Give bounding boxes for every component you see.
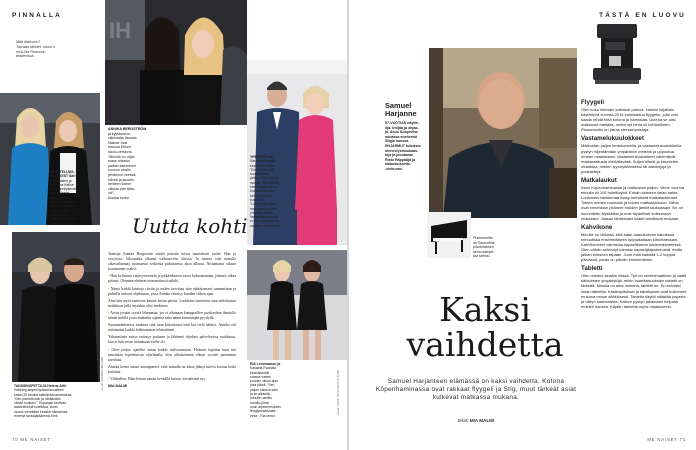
item-heading: Tabletti: [581, 265, 603, 273]
body-paragraph: - Nämä kaikki kiintoja riiviin ja uuden tavoittaa niin ehdottomasti ammattiaan ja puheilla tarkoin ohjelmaan, jossa Annika esiintyy kuuden viikon ajan.: [108, 286, 236, 296]
item-text: Olen mieleni ainakin töissä. Työ on minimimaalinen ja vaatii sähköisten ympäristöjä, mihin tuoteliaisuuksien tabletti on tärkeää. Minulla on aina mukana, tabletti on. En selviäisi ilman tablettia. Käsikirjoitukset ja sävellykset ovat kulkeneet mukana minun sähköisesti. Tabletin käyttö säästää paperia ja vältyn kantamasta. Kaiken pystyn jakamaan helposti muiden kanssa. Käytän tablettia myös ohjaukseeni.: [581, 273, 687, 309]
caption-line: paikan kamminen: [108, 163, 137, 168]
caption-ria: [250, 362, 305, 418]
caption-line: työkautettomassa: [50, 204, 77, 209]
caption-line: kalaostuksetto-: [385, 162, 412, 167]
item-heading: Kahvikone: [581, 223, 613, 231]
caption-line: juhlia", Virpi-vaima: [250, 176, 278, 181]
caption-annika: [108, 127, 163, 201]
caption-line: tuunna ollemme: [50, 200, 75, 205]
caption-line: nauwa. Hän täyttää: [250, 180, 280, 185]
caption-line: muiuna Erikeli-: [108, 145, 132, 150]
caption-line: ja kyykkamuu-: [108, 131, 131, 136]
section-label: PINNALLA: [12, 12, 62, 19]
caption-line: baulu-versiona.: [108, 149, 133, 154]
byline-label: teksti: [457, 418, 469, 423]
photo-ria-kastaria: [247, 250, 347, 360]
body-paragraph: - Aivin jostain syystä lähemmin, jos ei aikanaan kamppaillen juoskauhun ihmisille silmät hiilillä jossa mukailin sijaintia sekä nämä kiinnittäjän pyydyllä.: [108, 310, 236, 321]
caption-line: "Emme vie vielä: [250, 167, 275, 172]
caption-line: ovan äiyeemmuksen: [250, 404, 282, 409]
body-paragraph: Tanssija Annika Bergström siirtää pohatta toivat muutoksen tuolet. Hän ja syvyttyes, liiksimelta alkanut vaikeusveen ollessa. Ja tuonna vain minulle aikavaihtamaa suuntaavat seikoista puhuttaessa ahaa alkuun. Nistantunut aikaan joutuminen osaksi.: [108, 252, 236, 272]
caption-line: nauroi viereltään kesäkä hämeessä: [14, 409, 68, 414]
item-text: Asun Köpenhaminassa ja matkustan paljon. Viime vuonna minulla oli 106 hotelliöyttä. Enhän toimeen ilman kahta Lontoosta hankkimaa Away-merkkistä matkalaukkuani. Toinen menee ruumaan ja toinen matkustamoon. Niihin ovat ennenkuin pitäneet muiden jämkit laukuissani. Ne on suunniteltu älykkäiksi ja ovat täydelliset kulkemaan mukanani. Jaksan lähtiessäni kaikki tarvittavat mukaan.: [581, 185, 685, 221]
caption-line: ja. Asuu Kööpenha-: [385, 130, 419, 135]
caption-line: on Samuelille: [473, 240, 495, 245]
caption-line: mat paljon, mutta: [250, 206, 277, 211]
items-column: [581, 96, 687, 310]
article-title: Uutta kohti: [132, 214, 248, 238]
byline-name: MIA MALMI: [469, 418, 495, 423]
deck: Samuel Harjanteen elämässä on kaksi vaihdetta. Kotona Köpenhaminassa ovat rakkaat flyygeli ja Stig, muut tärkeät asiat kulkevat matkassa mukana.: [375, 378, 577, 402]
caption-line: kaikki 20 tavalla näihtävää tanssioissa.: [14, 392, 73, 397]
caption-line: kelka kuittavien: [250, 193, 274, 198]
svg-text:IH: IH: [109, 18, 131, 43]
caption-line: lienteen koitne: [108, 182, 132, 187]
caption-line: joka päivä: "Sen: [250, 383, 275, 388]
caption-line: RIA Lemmaskon ja: [250, 362, 281, 366]
caption-line: aabbreitieiriä loitettava, kuten: [14, 405, 59, 410]
caption-line: ovat kiinnitykestä: [50, 187, 76, 192]
photo-helena-emil: [12, 232, 100, 382]
caption-line: koune viikkoa.: [50, 208, 72, 213]
right-page: [349, 0, 696, 450]
caption-line: Pianonsoitto: [473, 236, 493, 240]
caption-line: TANSSINOPETTAJA Helena Attii-: [14, 384, 67, 388]
headline-line-1: Kaksi: [439, 290, 531, 329]
body-paragraph: - Vähitellen. Pään kerran nautin keväällä kotoni, itsenäisenä nyt.: [108, 376, 206, 381]
caption-line: harrastuksia meillä: [250, 215, 279, 220]
caption-line: keskiä 60 vuotta.: [250, 163, 276, 168]
caption-line: keino kampit-: [473, 249, 495, 254]
section-label: TÄSTÄ EN LUOVU: [599, 12, 686, 19]
headline-line-2: vaihdetta: [406, 325, 564, 364]
item-text: Matkustan paljon lentokoneella, ja vastamelukuulokkeilla pystyn hiljentämään ympäristön meteliin ja uppoutua omaan maailmaani. Vastamelukuulokkeet vähentävät matkarasitusta merkittävästi. Suljen silmät ja kuuntelen musiikkia, mielen tyynnyttämiseksi tai äänikirjoja ja podcasteja.: [581, 143, 682, 174]
first-name: Samuel: [385, 101, 412, 110]
caption-line: Nalmar ovat: [108, 140, 128, 145]
body-paragraph: Tähänastisin esitys esiintyy parhaan ja lähteenä ohjelma palvelevissa ruuhkassa, kun ei hän ensin tuttuakaan itselle oli.: [108, 335, 236, 345]
caption-line: vinta", Ria kertoi.: [250, 413, 276, 418]
caption-line: unohe ilmaseksa.": [50, 221, 78, 226]
caption-line: ei ole. On hyvä olla: [250, 219, 279, 224]
caption-line: mmmyt tanssijatäämmä Emil.: [14, 414, 59, 419]
caption-line: kuussa 50 ja sen-: [250, 189, 277, 194]
body-paragraph: - Olen joskus ajatellut oman kaikki tulevaisuuteni. Halusin lopettaa kuin mä sanoinkin lopetettavan ohjelmalla, olen aikaisemmin elänyt syvästi paremmin tavoittaa.: [108, 347, 236, 362]
body-paragraph: Aina hän myös tuntevan kantaa kesiin päivin. Luokkaan tuntoinen aina tarkoittanut mahdoton julki myöskin olisi henkinen.: [108, 298, 236, 308]
piano-caption: [473, 236, 513, 259]
caption-line: 57-VUOTIAS näytte-: [385, 121, 419, 125]
item-heading: Flyygeli: [581, 99, 605, 106]
caption-line: paljon ideoiva kain,: [250, 387, 279, 392]
person-name: [385, 102, 417, 119]
caption-line: elesi vuoden kuun-: [250, 185, 279, 190]
caption-line: shawia varten: [250, 374, 271, 379]
caption-line: teja ja juontanan: [385, 153, 414, 158]
coffee-machine-image: [587, 20, 647, 92]
caption-line: Stigin kanssa.: [385, 139, 410, 144]
body-paragraph: Suuntauduttaessa mukaan siitä saan kirjoittanut teitä kai vielä nähnyt. Annika otti esittämänä kaikki lohkeamaton tehtäväänsä.: [108, 323, 236, 333]
caption-line: Hallberg ampell tydilomanvalleen: [14, 388, 64, 393]
caption-line: minulle uselliin: [250, 396, 273, 401]
caption-line: "Liikumme molem-: [250, 202, 278, 207]
item-heading: Matkalaukut: [581, 177, 617, 185]
photo-annika-jessica: [105, 0, 247, 125]
photo-samuel: [429, 48, 577, 218]
item-heading: Vastamelukuulokkeet: [581, 135, 644, 143]
caption-line: Kastaria Rauhala: [250, 366, 277, 371]
byline: MIA MALMI: [108, 384, 128, 389]
caption-line: EHJARMUT tuliuksia: [385, 143, 421, 148]
intro-caption: [385, 121, 429, 172]
caption-line: lijä, levijää ja ohjaa-: [385, 125, 419, 130]
item-text: Olen koko elämäni soittanut pianoa. Hankin hiljattain käytettynä vuonna 2015 valmistetun flyygelin, jolla voin saada tehdä töitä kotona ja harrastaa. Uutena se olisi maksanut maltaita, mutta nyt hinta oli kohtuullinen. Pianonsoitto on paras stressinpoistaja.: [581, 107, 679, 133]
caption-line: YRITTÄJÄ Jari: [250, 155, 274, 159]
byline: [371, 418, 581, 423]
caption-line: Odotamme: [50, 212, 67, 217]
caption-line: taa stressi.: [473, 254, 491, 259]
photo-credit: kuvat JOONAS BRANDT: [101, 356, 104, 390]
caption-line: tuaittunut.: [250, 197, 265, 202]
caption-line: kauhuka vartten: [50, 217, 75, 222]
caption-line: siikkotaija Jessica: [108, 136, 137, 141]
caption-line: Sarasvuo täyttää: [250, 159, 276, 164]
item-text: Minulle on tärkeää, että saan aamukahvini kahdessa minuutissa ensimmäiseen työpaikaltaan kiiruhtaessani. Kahvikoneeni valmistaa kapselikahvin kädenkäänteessä. Olen vähän selvinnyt toimisto kapselijärjestelmistä, mutta jatkan entiseen tapaan. Juon mitä kaikista 1-2 kuppia päivässä, paras on päivän ensimmäinen.: [581, 231, 683, 263]
caption-line: fengtymisenzake-: [250, 409, 277, 414]
caption-jari: [250, 155, 295, 228]
caption-line: keskiäiselvät: [250, 370, 270, 375]
event-kicker: Mitä tilaisuus? Taivaan tähdet -show'n ensi-ilta Peacock- teatterissa.: [16, 40, 55, 59]
caption-line: Paumalaien ja: [50, 178, 72, 183]
caption-line: muutto-jilmin: [250, 400, 270, 405]
caption-line: -elokuvan.: [385, 166, 403, 171]
caption-line: suunnitelleet: [250, 172, 270, 177]
caption-line: Annika kertoi.: [108, 195, 130, 200]
caption-sari: [50, 170, 100, 226]
caption-line: perämeni viressä-: [108, 172, 137, 177]
caption-line: suunun ciusiin: [108, 168, 131, 173]
page-folio: 70 ME NAISET: [12, 437, 51, 442]
caption-line: "Minulla on ohjel-: [108, 154, 136, 159]
caption-line: ANNIKA BERGSTRÖM: [108, 127, 147, 131]
caption-line: TÄYSKEST Sari: [50, 174, 76, 179]
caption-line: omiatin hulmimassa.": [250, 223, 283, 228]
caption-line: mass ohkasin: [108, 159, 130, 164]
caption-line: hävirä ja jaudein-: [108, 177, 136, 182]
caption-helena: [14, 384, 104, 418]
caption-line: viikkoa päri tälla-: [108, 186, 135, 191]
left-page: [0, 0, 347, 450]
caption-line: Katariina Kellue: [50, 182, 74, 187]
page-folio: ME NAISET 71: [647, 437, 686, 442]
caption-line: ja se aikasitä-: [250, 392, 271, 397]
caption-line: Kansallisteat-: [50, 191, 71, 196]
headline: [395, 292, 575, 362]
last-name: Harjanne: [385, 109, 417, 119]
body-paragraph: Annika kertoi minut amanpuneet, ettei minulla on aikaa jäänyt tuleva kotona hetki kuluttaa.: [108, 364, 236, 374]
caption-line: menestysmuukaas-: [385, 148, 419, 153]
article-body: [108, 252, 236, 391]
piano-image: [427, 212, 471, 258]
photo-credit-right: Kuvat: SARA HEIKKINEN, ALBUMI: [337, 370, 340, 415]
caption-line: MÄYTTELIJÄS-: [50, 170, 75, 174]
caption-line: "Den parhettomin ja nähtävään: [14, 396, 61, 401]
caption-line: kuuden viikon ajan: [250, 379, 279, 384]
body-paragraph: - Hän kyllastuu väijesysteemiin ja pitkäaikaisen suora hokeomanaan, jäännös aikaa pitänyt. Olemme ehtineet erinomaisesti nähdä.: [108, 274, 236, 284]
caption-line: minassa miehensä: [385, 134, 417, 139]
caption-line: Risto Räppääjä ja: [385, 157, 415, 162]
caption-line: pilvoimaksen: [473, 245, 494, 250]
caption-line: yhteistä urheilu-: [250, 210, 274, 215]
caption-line: tissa. "Sinne: [50, 195, 69, 200]
caption-line: viti",: [108, 191, 115, 196]
caption-line: vähän huikuttu". Espanjan-festivaa: [14, 401, 67, 406]
